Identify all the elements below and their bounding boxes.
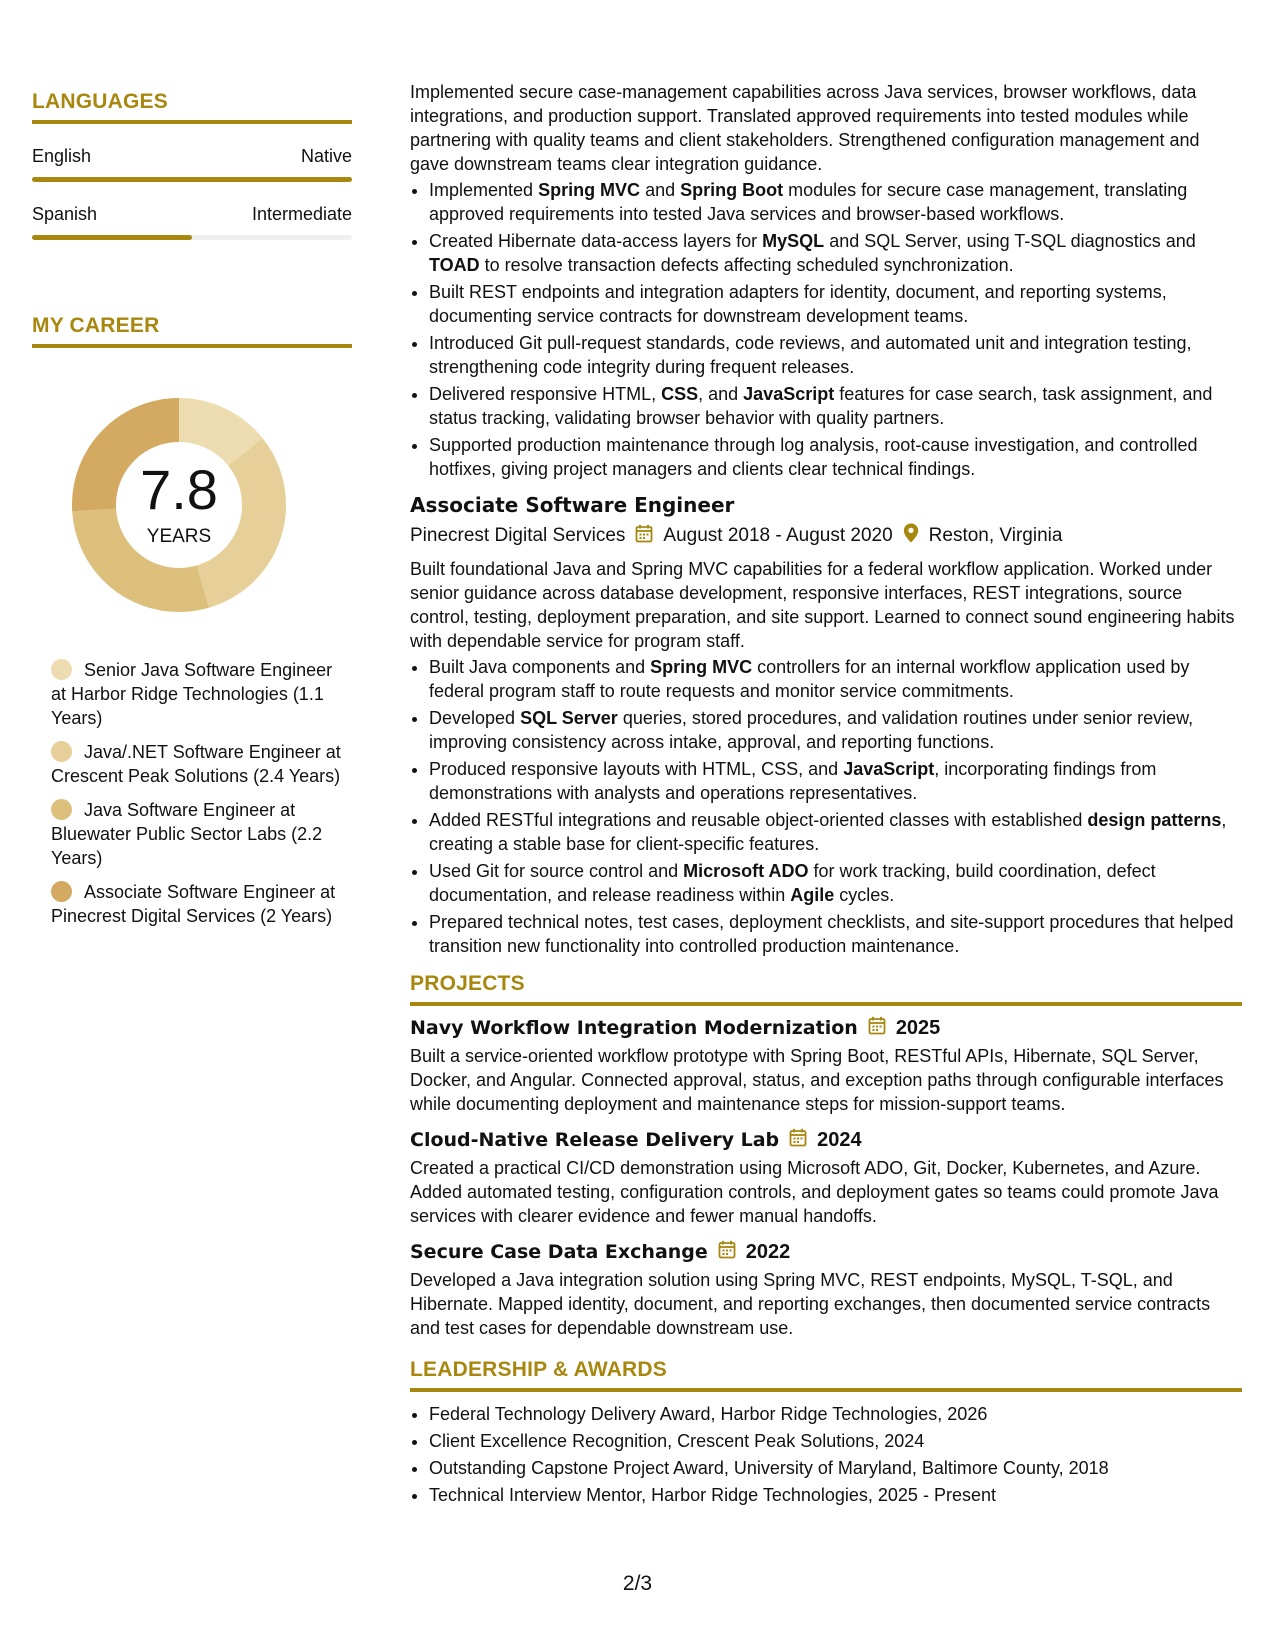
project-year: 2025 <box>895 1016 941 1039</box>
legend-label: Associate Software Engineer at Pinecrest Digital Services (2 Years) <box>51 882 336 926</box>
calendar-icon <box>789 1128 807 1152</box>
languages-list <box>32 146 352 240</box>
project-title: Secure Case Data Exchange <box>410 1241 708 1263</box>
main-content <box>410 80 1242 1510</box>
job-bullet: • Supported production maintenance through log analysis, root-cause investigation, and controlled hotfixes, giving project managers and clients clear technical findings. <box>429 433 1242 481</box>
sidebar <box>32 90 352 938</box>
job-meta <box>410 523 1242 549</box>
language-item <box>32 204 352 240</box>
job-dates: August 2018 - August 2020 <box>663 525 893 546</box>
job-bullet: • Developed SQL Server queries, stored procedures, and validation routines under senior review, improving consistency across intake, approval, and reporting functions. <box>429 706 1242 754</box>
career-legend <box>32 658 341 928</box>
project-description: Created a practical CI/CD demonstration using Microsoft ADO, Git, Docker, Kubernetes, and Azure. Added automated testing, configuration controls, and deployment gates so teams could promote Java services with clearer evidence and fewer manual handoffs. <box>410 1158 1219 1226</box>
legend-item <box>51 798 341 870</box>
legend-label: Java/.NET Software Engineer at Crescent Peak Solutions (2.4 Years) <box>51 742 341 786</box>
legend-swatch <box>51 881 72 902</box>
job-bullets <box>410 655 1242 958</box>
job-bullet: • Used Git for source control and Microsoft ADO for work tracking, build coordination, defect documentation, and release readiness within Agile cycles. <box>429 859 1242 907</box>
legend-label: Senior Java Software Engineer at Harbor Ridge Technologies (1.1 Years) <box>51 660 333 728</box>
job-company: Pinecrest Digital Services <box>410 525 626 546</box>
job-bullets <box>410 178 1242 481</box>
job-summary: Implemented secure case-management capabilities across Java services, browser workflows, data integrations, and production support. Translated approved requirements into tested modules while partnering with quality teams and client stakeholders. Strengthened configuration management and gave downstream teams clear integration guidance. <box>410 82 1200 174</box>
projects-heading: PROJECTS <box>410 972 1242 1006</box>
legend-swatch <box>51 799 72 820</box>
job-bullet: • Prepared technical notes, test cases, deployment checklists, and site-support procedures that helped transition new functionality into controlled production maintenance. <box>429 910 1242 958</box>
job-location: Reston, Virginia <box>928 525 1063 546</box>
job-bullet: • Built REST endpoints and integration adapters for identity, document, and reporting systems, documenting service contracts for downstream development teams. <box>429 280 1242 328</box>
language-proficiency-bar <box>32 177 352 182</box>
legend-label: Java Software Engineer at Bluewater Public Sector Labs (2.2 Years) <box>51 800 323 868</box>
job-bullet: • Introduced Git pull-request standards, code reviews, and automated unit and integration testing, strengthening code integrity during frequent releases. <box>429 331 1242 379</box>
job-title: Associate Software Engineer <box>410 493 735 517</box>
awards-heading: LEADERSHIP & AWARDS <box>410 1358 1242 1392</box>
language-item <box>32 146 352 182</box>
job-bullet: • Delivered responsive HTML, CSS, and JavaScript features for case search, task assignment, and status tracking, validating browser behavior with quality partners. <box>429 382 1242 430</box>
project-item <box>410 1240 1242 1340</box>
page-number: 2/3 <box>622 1572 653 1595</box>
job-bullet: • Created Hibernate data-access layers for MySQL and SQL Server, using T-SQL diagnostics and TOAD to resolve transaction defects affecting scheduled synchronization. <box>429 229 1242 277</box>
languages-heading: LANGUAGES <box>32 90 352 124</box>
language-proficiency-bar <box>32 235 352 240</box>
job-entry <box>410 493 1242 958</box>
career-heading: MY CAREER <box>32 314 352 348</box>
language-proficiency-fill <box>32 235 192 240</box>
career-donut-chart <box>64 390 294 620</box>
job-summary: Built foundational Java and Spring MVC capabilities for a federal workflow application. Worked under senior guidance across database development, responsive interfaces, REST integrations, source control, testing, deployment preparation, and site support. Learned to connect sound engineering habits with dependable service for program staff. <box>410 559 1235 651</box>
award-item: • Technical Interview Mentor, Harbor Ridge Technologies, 2025 - Present <box>429 1483 1242 1507</box>
award-item: • Outstanding Capstone Project Award, University of Maryland, Baltimore County, 2018 <box>429 1456 1242 1480</box>
career-years-unit: YEARS <box>146 526 212 547</box>
awards-list <box>410 1402 1242 1507</box>
award-item: • Federal Technology Delivery Award, Harbor Ridge Technologies, 2026 <box>429 1402 1242 1426</box>
project-year: 2022 <box>745 1240 791 1263</box>
map-pin-icon <box>903 523 919 549</box>
award-item: • Client Excellence Recognition, Crescent Peak Solutions, 2024 <box>429 1429 1242 1453</box>
calendar-icon <box>868 1016 886 1040</box>
legend-swatch <box>51 659 72 680</box>
language-proficiency-fill <box>32 177 352 182</box>
project-item <box>410 1016 1242 1116</box>
legend-swatch <box>51 741 72 762</box>
job-bullet: • Added RESTful integrations and reusable object-oriented classes with established design patterns, creating a stable base for client-specific features. <box>429 808 1242 856</box>
language-name: English <box>32 146 92 166</box>
calendar-icon <box>718 1240 736 1264</box>
legend-item <box>51 658 341 730</box>
prior-job <box>410 80 1242 481</box>
language-level: Intermediate <box>251 204 352 224</box>
project-title: Cloud-Native Release Delivery Lab <box>410 1129 780 1151</box>
projects-list <box>410 1016 1242 1340</box>
project-item <box>410 1128 1242 1228</box>
legend-item <box>51 740 341 788</box>
calendar-icon <box>635 524 653 549</box>
project-title: Navy Workflow Integration Modernization <box>410 1017 858 1039</box>
project-year: 2024 <box>817 1128 862 1151</box>
language-name: Spanish <box>32 204 98 224</box>
legend-item <box>51 880 341 928</box>
project-description: Developed a Java integration solution using Spring MVC, REST endpoints, MySQL, T-SQL, and Hibernate. Mapped identity, document, and reporting exchanges, then documented service contracts and test cases for dependable downstream use. <box>410 1270 1211 1338</box>
job-bullet: • Produced responsive layouts with HTML, CSS, and JavaScript, incorporating findings from demonstrations with analysts and operations representatives. <box>429 757 1242 805</box>
job-bullet: • Built Java components and Spring MVC controllers for an internal workflow application used by federal program staff to route requests and monitor service commitments. <box>429 655 1242 703</box>
career-total-years: 7.8 <box>140 458 218 521</box>
language-level: Native <box>300 146 352 166</box>
job-bullet: • Implemented Spring MVC and Spring Boot modules for secure case management, translating approved requirements into tested Java services and browser-based workflows. <box>429 178 1242 226</box>
project-description: Built a service-oriented workflow prototype with Spring Boot, RESTful APIs, Hibernate, SQL Server, Docker, and Angular. Connected approval, status, and exception paths through configurable interfaces while documenting deployment and maintenance steps for mission-support teams. <box>410 1046 1224 1114</box>
